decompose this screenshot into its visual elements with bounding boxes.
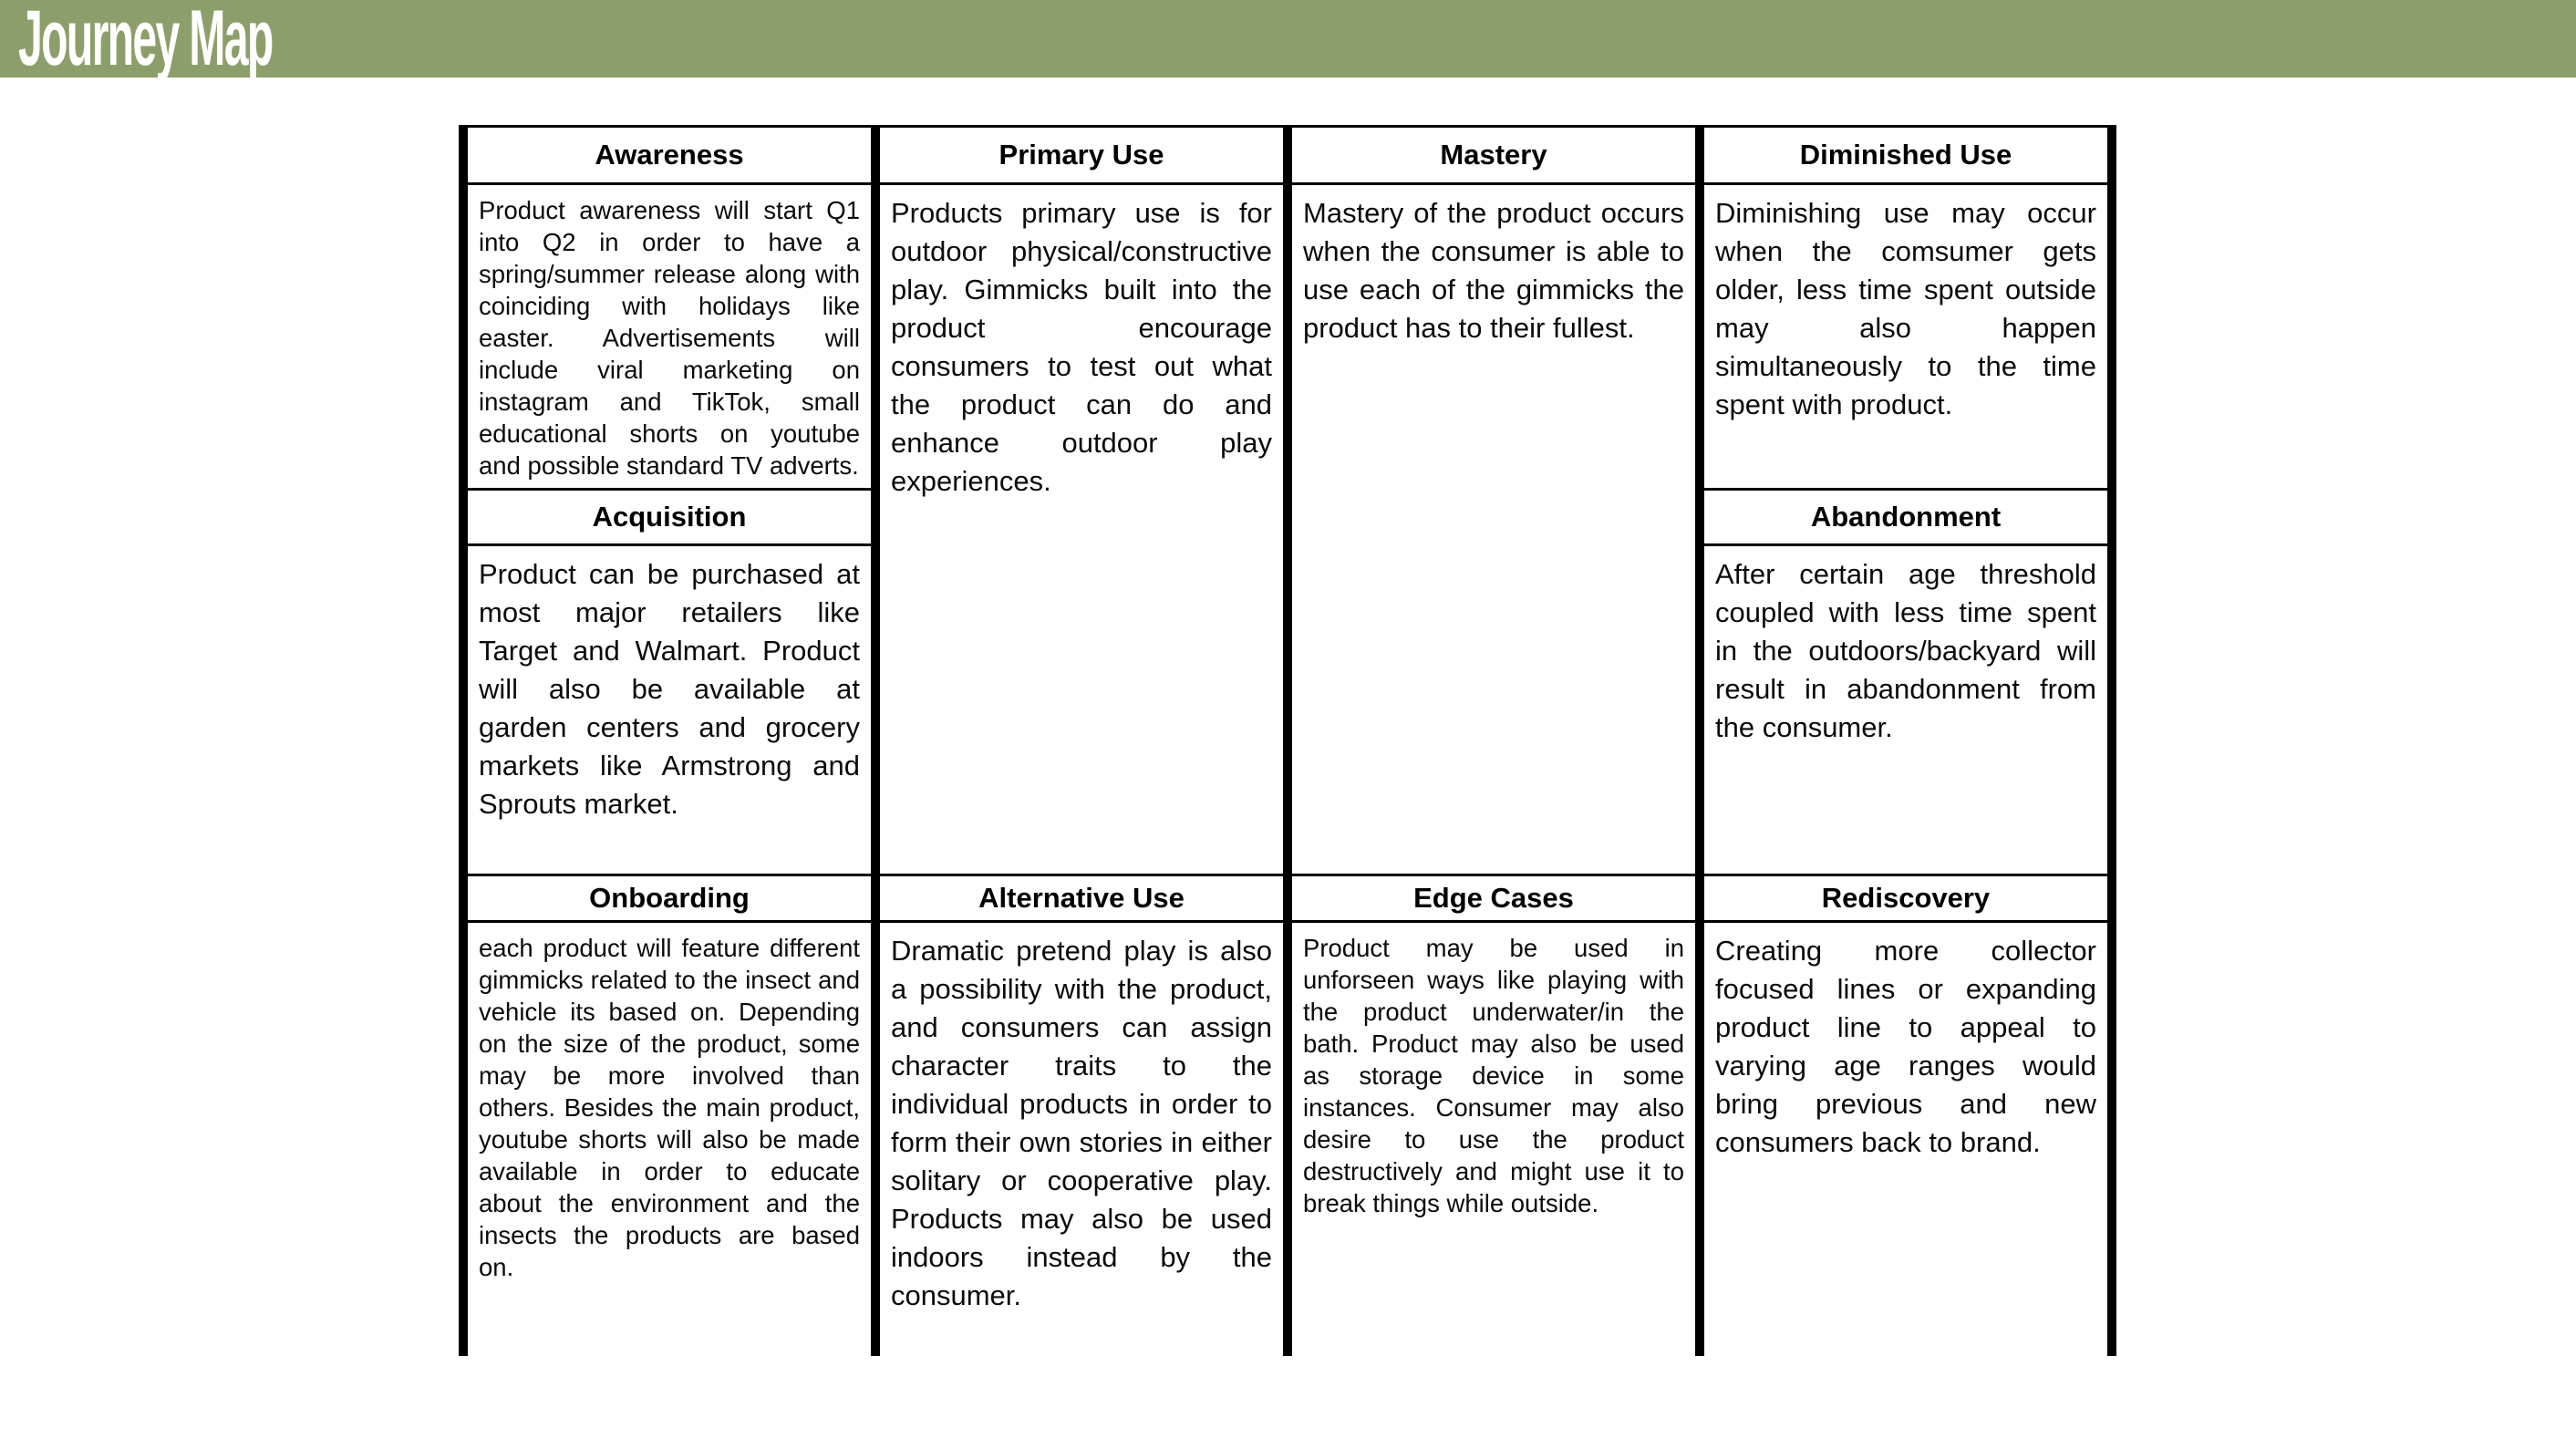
header-primary-use: Primary Use (880, 125, 1283, 185)
header-mastery: Mastery (1292, 125, 1695, 185)
body-primary-use: Products primary use is for outdoor physical/constructive play. Gimmicks built into the product encourage consumers to test out what the product can do and enhance outdoor play experiences. (891, 197, 1272, 497)
header-awareness: Awareness (468, 125, 871, 185)
body-mastery: Mastery of the product occurs when the consumer is able to use each of the gimmicks the product has to their fullest. (1303, 197, 1684, 344)
header-onboarding: Onboarding (468, 874, 871, 923)
body-awareness: Product awareness will start Q1 into Q2 in order to have a spring/summer release along with coinciding with holidays like easter. Advertisements will include viral marketing on instagram and TikTok, small educational shorts on youtube and possible standard TV adverts. (479, 196, 860, 480)
body-acquisition: Product can be purchased at most major retailers like Target and Walmart. Product will also be available at garden centers and grocery markets like Armstrong and Sprouts market. (479, 558, 860, 820)
header-edge-cases: Edge Cases (1292, 874, 1695, 923)
journey-map-board (459, 125, 2116, 1356)
column-diminished-use (1695, 125, 2116, 1356)
column-awareness (459, 125, 871, 1356)
body-abandonment: After certain age threshold coupled with less time spent in the outdoors/backyard will result in abandonment from the consumer. (1715, 558, 2096, 743)
header-rediscovery: Rediscovery (1704, 874, 2107, 923)
header-abandonment: Abandonment (1704, 488, 2107, 546)
header-diminished-use: Diminished Use (1704, 125, 2107, 185)
body-edge-cases: Product may be used in unforseen ways like playing with the product underwater/in the bath. Product may also be used as storage device in some instances. Consumer may also desire to use the product destructively and might use it to break things while outside. (1303, 934, 1684, 1217)
body-diminished-use: Diminishing use may occur when the comsumer gets older, less time spent outside may also happen simultaneously to the time spent with product. (1715, 197, 2096, 420)
column-primary-use (871, 125, 1283, 1356)
column-mastery (1283, 125, 1695, 1356)
body-alternative-use: Dramatic pretend play is also a possibility with the product, and consumers can assign character traits to the individual products in order to form their own stories in either solitary or cooperative play. Products may also be used indoors instead by the consumer. (891, 935, 1272, 1311)
header-alternative-use: Alternative Use (880, 874, 1283, 923)
title-banner (0, 0, 2576, 82)
body-onboarding: each product will feature different gimmicks related to the insect and vehicle its based on. Depending on the size of the product, some may be more involved than others. Besides the main product, youtube shorts will also be made available in order to educate about the environment and the insects the products are based on. (479, 934, 860, 1281)
body-rediscovery: Creating more collector focused lines or expanding product line to appeal to varying age ranges would bring previous and new consumers back to brand. (1715, 935, 2096, 1158)
page-title: Journey Map (18, 0, 273, 82)
header-acquisition: Acquisition (468, 488, 871, 546)
